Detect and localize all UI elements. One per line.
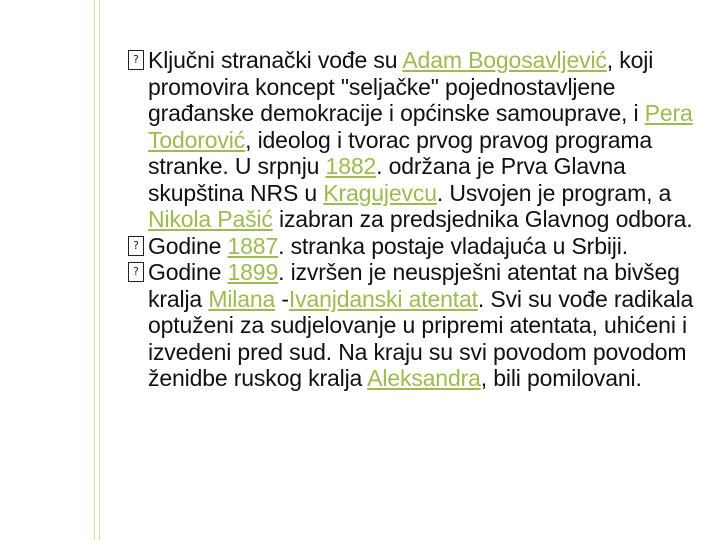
text-segment: Godine xyxy=(148,232,228,259)
bullet-paragraph-2 xyxy=(128,233,708,260)
link-milan[interactable]: Milana xyxy=(208,285,276,312)
text-segment: . izvršen je neuspješni atentat na bivšeg kralja xyxy=(148,259,680,312)
text-segment: Godine xyxy=(148,259,228,285)
decorative-line-right xyxy=(99,0,100,540)
link-1882[interactable]: 1882 xyxy=(325,153,377,179)
link-kragujevac[interactable]: Kragujevcu xyxy=(323,179,437,206)
bullet-paragraph-1 xyxy=(128,47,708,233)
text-segment: . održana je Prva Glavna skupština NRS u xyxy=(148,153,626,206)
missing-glyph-icon: ? xyxy=(128,50,144,70)
link-1887[interactable]: 1887 xyxy=(227,232,279,259)
link-1899[interactable]: 1899 xyxy=(227,259,279,285)
text-segment: , koji promovira koncept "seljačke" pojednostavljene građanske demokracije i općinske samouprave, i xyxy=(148,47,654,126)
text-segment: . Usvojen je program, a xyxy=(436,179,672,206)
link-nikola-pasic[interactable]: Nikola Pašić xyxy=(148,206,273,232)
decorative-line-left xyxy=(94,0,95,540)
link-adam-bogosavljevic[interactable]: Adam Bogosavljević xyxy=(402,47,607,73)
bullet-paragraph-3 xyxy=(128,259,708,392)
text-segment: , ideolog i tvorac prvog pravog programa stranke. U srpnju xyxy=(148,126,653,179)
link-aleksandar[interactable]: Aleksandra xyxy=(367,365,481,391)
missing-glyph-icon: ? xyxy=(128,262,144,282)
text-segment: , bili pomilovani. xyxy=(480,365,642,391)
slide-content xyxy=(128,47,708,392)
link-pera-todorovic[interactable]: Pera Todorović xyxy=(148,100,693,153)
missing-glyph-icon: ? xyxy=(128,236,144,256)
text-segment: Ključni stranački vođe su xyxy=(148,47,403,73)
text-segment: . Svi su vođe radikala optuženi za sudjelovanje u pripremi atentata, uhićeni i izvedeni pred sud. Na kraju su svi povodom povodom ženidbe ruskog kralja xyxy=(148,285,694,391)
text-segment: - xyxy=(275,285,289,312)
text-segment: izabran za predsjednika Glavnog odbora. xyxy=(272,206,693,232)
link-ivanjdanski-atentat[interactable]: Ivanjdanski atentat xyxy=(288,285,478,312)
text-segment: . stranka postaje vladajuća u Srbiji. xyxy=(278,232,628,259)
